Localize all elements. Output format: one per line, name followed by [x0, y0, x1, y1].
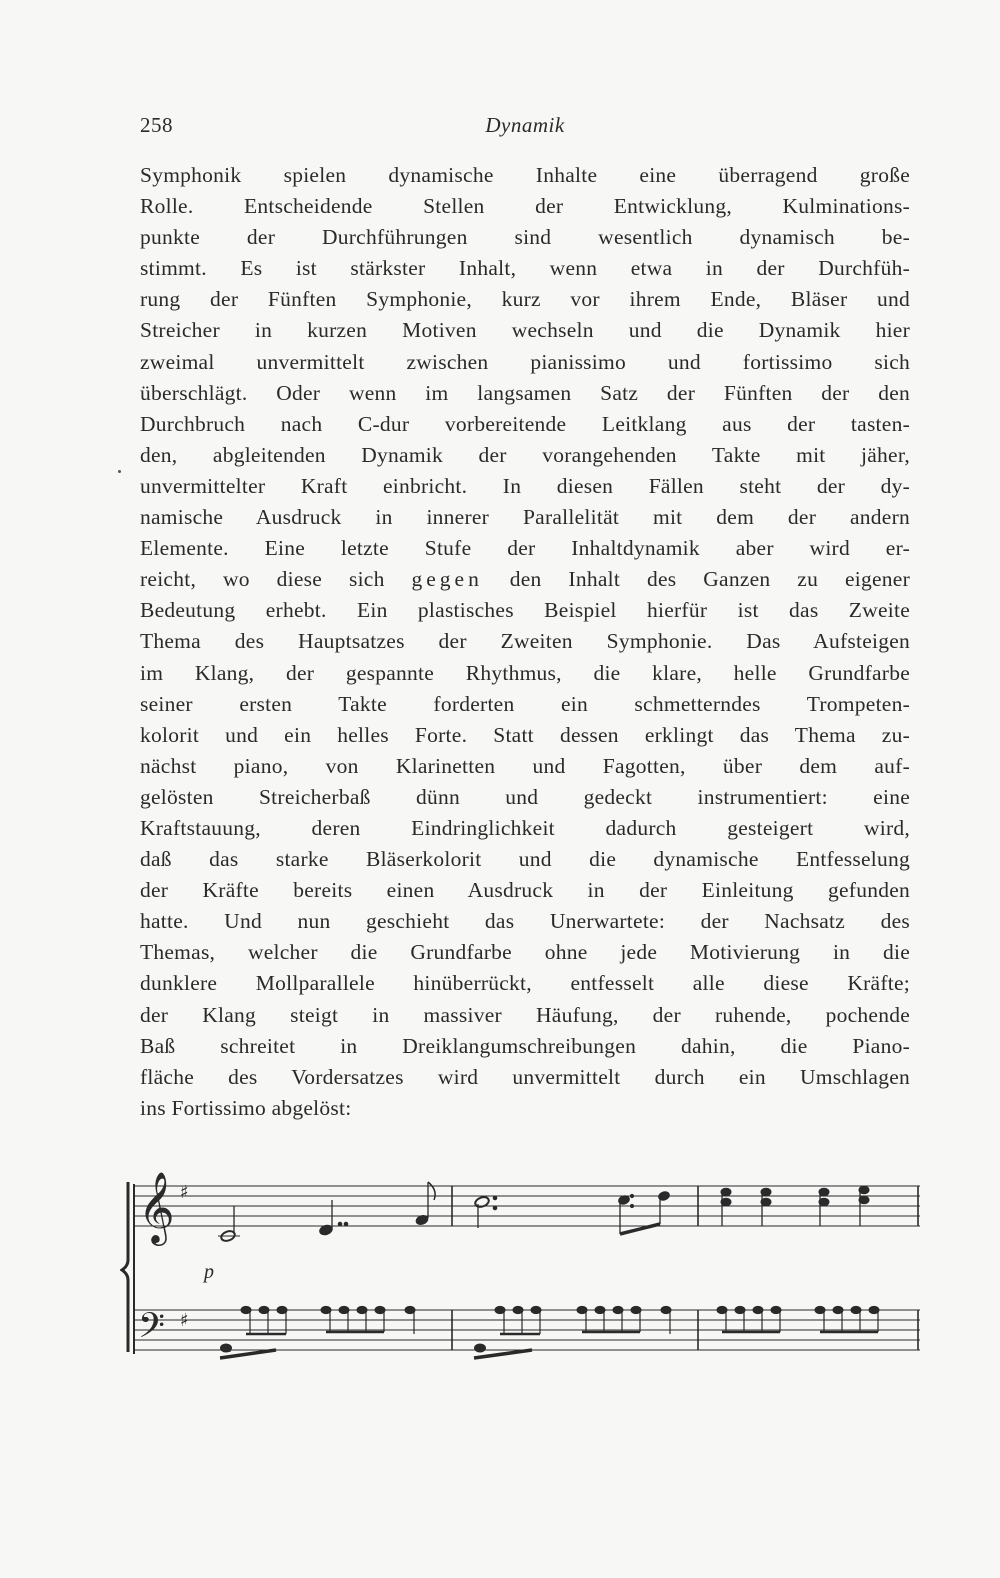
music-score	[120, 1168, 930, 1368]
text-line: zweimal unvermittelt zwischen pianissimo und fortissimo sich	[140, 349, 910, 374]
dynamic-marking: p	[204, 1261, 214, 1283]
treble-staff	[134, 1186, 920, 1226]
augmentation-dot	[493, 1196, 497, 1200]
augmentation-dot	[630, 1204, 633, 1207]
text-line: Symphonik spielen dynamische Inhalte eine überragend große	[140, 163, 910, 187]
bass-key-sharp-icon: ♯	[180, 1310, 189, 1331]
bass-clef-icon: 𝄢	[138, 1305, 166, 1354]
text-line: seiner ersten Takte forderten ein schmetterndes Trompeten-	[140, 691, 910, 716]
text-line: dunklere Mollparallele hinüberrückt, entfesselt alle diese Kräfte;	[140, 971, 910, 996]
treble-clef-icon: 𝄞	[138, 1170, 175, 1243]
augmentation-dot	[493, 1206, 497, 1210]
text-line: der Klang steigt in massiver Häufung, der ruhende, pochende	[140, 1002, 910, 1027]
text-line: rung der Fünften Symphonie, kurz vor ihrem Ende, Bläser und	[140, 287, 910, 312]
text-line: namische Ausdruck in innerer Parallelität mit dem der andern	[140, 505, 910, 530]
text-line: Durchbruch nach C-dur vorbereitende Leitklang aus der tasten-	[140, 411, 910, 436]
bass-staff	[134, 1310, 920, 1350]
page-header	[140, 113, 910, 143]
text-line: Baß schreitet in Dreiklangumschreibungen dahin, die Piano-	[140, 1033, 910, 1058]
text-line: der Kräfte bereits einen Ausdruck in der Einleitung gefunden	[140, 878, 910, 903]
system-brace	[122, 1182, 128, 1352]
text-line: stimmt. Es ist stärkster Inhalt, wenn etwa in der Durchfüh-	[140, 256, 910, 281]
text-line: unvermittelter Kraft einbricht. In diesen Fällen steht der dy-	[140, 473, 910, 498]
page-number: 258	[140, 113, 173, 137]
text-line: Bedeutung erhebt. Ein plastisches Beispiel hierfür ist das Zweite	[140, 598, 910, 623]
text-segment: reicht, wo diese sich	[140, 567, 412, 592]
running-title: Dynamik	[485, 113, 565, 137]
treble-measure-1	[218, 1182, 435, 1243]
text-line: Rolle. Entscheidende Stellen der Entwicklung, Kulminations-	[140, 194, 910, 219]
text-line: nächst piano, von Klarinetten und Fagotten, über dem auf-	[140, 753, 910, 778]
text-line: Themas, welcher die Grundfarbe ohne jede Motivierung in die	[140, 940, 910, 965]
text-segment: den Inhalt des Ganzen zu eigener	[482, 567, 911, 592]
text-line: den, abgleitenden Dynamik der vorangehenden Takte mit jäher,	[140, 442, 910, 467]
text-line: kolorit und ein helles Forte. Statt dessen erklingt das Thema zu-	[140, 722, 910, 747]
text-line-with-emphasis	[140, 564, 910, 595]
text-line: daß das starke Bläserkolorit und die dynamische Entfesselung	[140, 847, 910, 872]
text-line: fläche des Vordersatzes wird unvermittelt durch ein Umschlagen	[140, 1064, 910, 1089]
text-line: ins Fortissimo abgelöst:	[140, 1095, 352, 1120]
note-head	[474, 1195, 490, 1208]
note-head	[475, 1344, 486, 1352]
augmentation-dot	[344, 1222, 348, 1226]
treble-measure-2	[474, 1190, 671, 1234]
text-line: punkte der Durchführungen sind wesentlich dynamisch be-	[140, 225, 910, 250]
text-line: überschlägt. Oder wenn im langsamen Satz der Fünften der den	[140, 380, 910, 405]
text-line: gelösten Streicherbaß dünn und gedeckt instrumentiert: eine	[140, 784, 910, 809]
augmentation-dot	[630, 1194, 633, 1197]
text-line: Streicher in kurzen Motiven wechseln und die Dynamik hier	[140, 318, 910, 343]
text-line: Kraftstauung, deren Eindringlichkeit dadurch gesteigert wird,	[140, 815, 910, 840]
treble-key-sharp-icon: ♯	[180, 1182, 189, 1203]
stray-mark	[118, 470, 121, 473]
text-line: Elemente. Eine letzte Stufe der Inhaltdynamik aber wird er-	[140, 536, 910, 561]
spaced-emphasis: gegen	[411, 567, 483, 592]
augmentation-dot	[338, 1222, 342, 1226]
note-flag	[428, 1182, 435, 1200]
body-text	[140, 160, 910, 1124]
text-line: im Klang, der gespannte Rhythmus, die klare, helle Grundfarbe	[140, 660, 910, 685]
text-line: hatte. Und nun geschieht das Unerwartete: der Nachsatz des	[140, 909, 910, 934]
text-line: Thema des Hauptsatzes der Zweiten Symphonie. Das Aufsteigen	[140, 629, 910, 654]
